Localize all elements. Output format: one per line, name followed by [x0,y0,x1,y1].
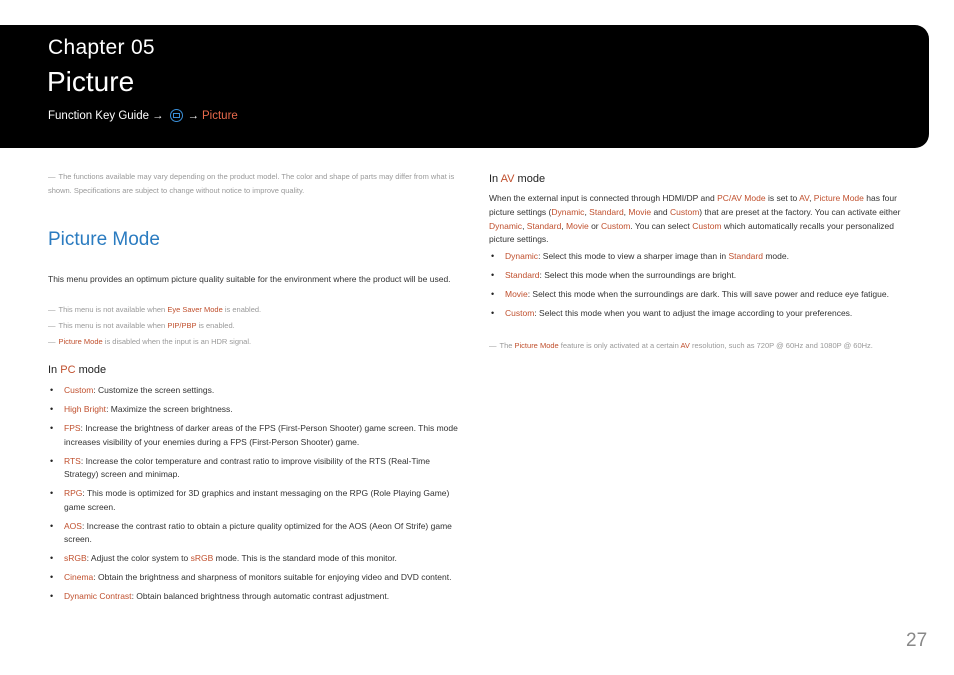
av-mode-heading: In AV mode [489,173,546,185]
intro-text: This menu provides an optimum picture quality suitable for the environment where the product will be used. [48,274,451,284]
list-item: • Standard: Select this mode when the surroundings are bright. [489,269,909,283]
function-key-guide [48,109,238,122]
note-pip-pbp: ― This menu is not available when PIP/PBP is enabled. [48,321,235,330]
list-item: • Cinema: Obtain the brightness and sharpness of monitors suitable for enjoying video and DVD content. [48,571,463,585]
chapter-header [0,25,929,148]
list-item: • RPG: This mode is optimized for 3D graphics and instant messaging on the RPG (Role Playing Game) game screen. [48,487,463,514]
section-title: Picture Mode [48,229,160,250]
page-title: Picture [47,66,135,97]
note-hdr: ― Picture Mode is disabled when the input is an HDR signal. [48,337,252,346]
arrow-icon: → [152,109,164,122]
av-mode-list [489,250,909,326]
list-item: • sRGB: Adjust the color system to sRGB mode. This is the standard mode of this monitor. [48,552,463,566]
arrow-icon: → [187,109,200,122]
chapter-label: Chapter 05 [48,36,155,59]
note-eye-saver: ― This menu is not available when Eye Saver Mode is enabled. [48,305,262,314]
note-dash-icon: ― [48,337,56,346]
pc-mode-list [48,384,463,609]
note-dash-icon: ― [48,305,56,314]
note-av-resolution: ― The Picture Mode feature is only activated at a certain AV resolution, such as 720P @ 60Hz and 1080P @ 60Hz. [489,341,873,350]
note-dash-icon: ― [489,341,497,350]
pc-mode-heading: In PC mode [48,364,107,376]
list-item: • Custom: Customize the screen settings. [48,384,463,398]
guide-target: Picture [202,109,238,122]
note-dash-icon: ― [48,172,56,181]
list-item: • Movie: Select this mode when the surroundings are dark. This will save power and reduce eye fatigue. [489,288,909,302]
list-item: • FPS: Increase the brightness of darker areas of the FPS (First-Person Shooter) game screen. This mode increases visibility of your enemies during a FPS (First-Person Shooter) game. [48,422,463,449]
list-item: • Dynamic: Select this mode to view a sharper image than in Standard mode. [489,250,909,264]
list-item: • Custom: Select this mode when you want to adjust the image according to your preferences. [489,307,909,321]
list-item: • High Bright: Maximize the screen brightness. [48,403,463,417]
guide-prefix: Function Key Guide [48,109,150,122]
list-item: • AOS: Increase the contrast ratio to obtain a picture quality optimized for the AOS (Aeon Of Strife) game screen. [48,520,463,547]
list-item: • Dynamic Contrast: Obtain balanced brightness through automatic contrast adjustment. [48,590,463,604]
page-number: 27 [906,630,928,651]
av-mode-description: When the external input is connected through HDMI/DP and PC/AV Mode is set to AV, Picture Mode has four picture settings (Dynamic, Standard, Movie and Custom) that are preset at the factory. You can activate either Dynamic, Standard, Movie or Custom. You can select Custom which automatically recalls your personalized picture settings. [489,193,901,245]
note-dash-icon: ― [48,321,56,330]
list-item: • RTS: Increase the color temperature and contrast ratio to improve visibility of the RTS (Real-Time Strategy) screen and minimap. [48,455,463,482]
menu-guide-icon [170,109,183,122]
disclaimer-text: The functions available may vary depending on the product model. The color and shape of parts may differ from what is shown. Specifications are subject to change without notice to improve quality. [48,172,455,195]
disclaimer-note [48,170,458,198]
